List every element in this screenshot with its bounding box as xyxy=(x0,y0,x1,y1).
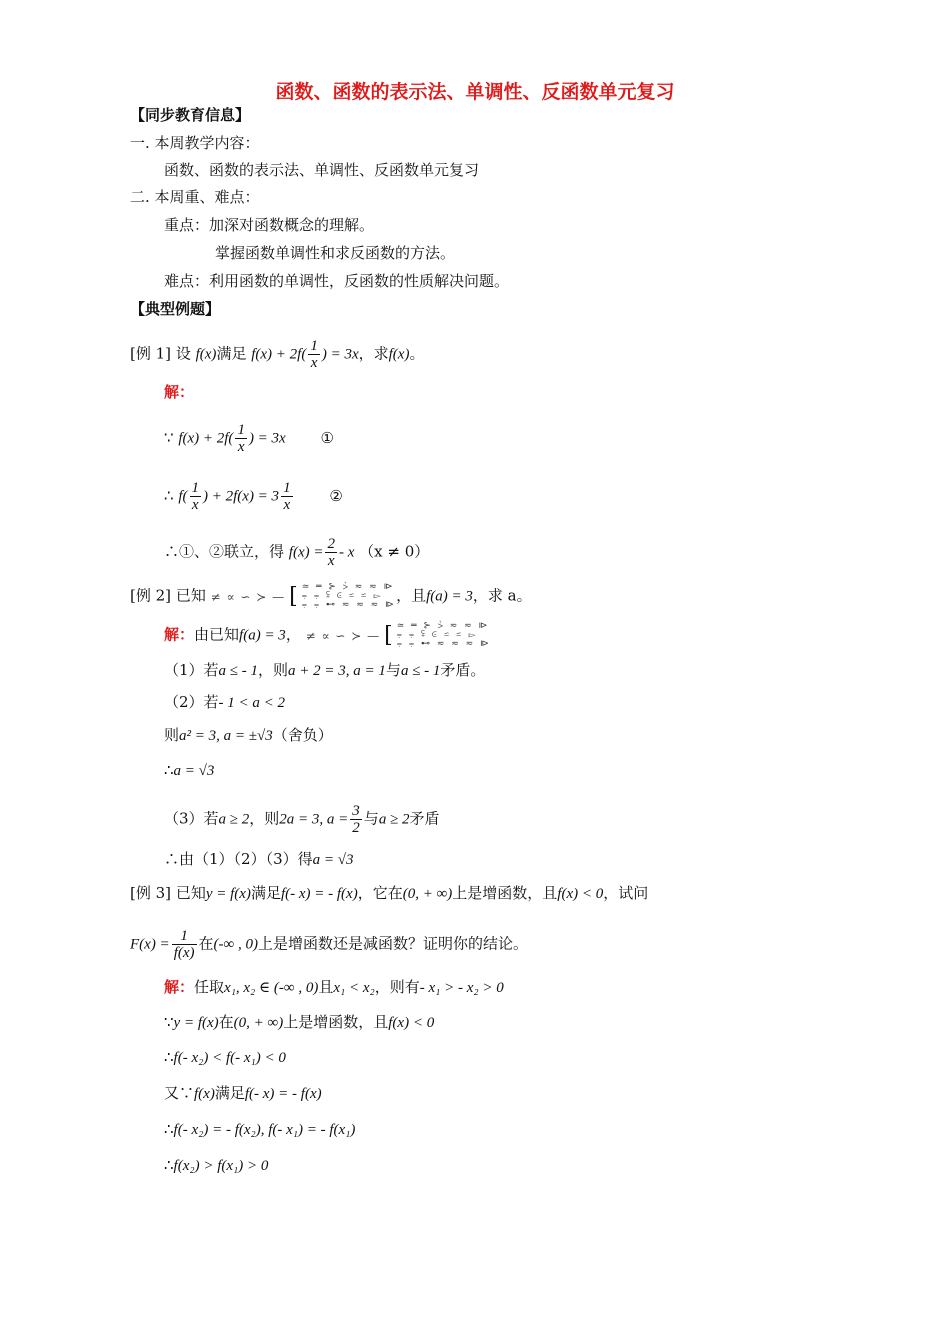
page-title: 函数、函数的表示法、单调性、反函数单元复习 xyxy=(275,81,675,103)
difficult-points: 难点：利用函数的单调性，反函数的性质解决问题。 xyxy=(164,272,510,290)
example-2-conclusion: ∴由（1）（2）（3）得a = √3 xyxy=(164,850,354,868)
key-points-2: 掌握函数单调性和求反函数的方法。 xyxy=(215,244,456,262)
example-2-label: [例 2] xyxy=(130,586,172,605)
example-3-step-1: 解：任取x₁, x₂ ∈ (-∞ , 0)且x₁ < x₂，则有- x₁ > - x₂ > 0 xyxy=(164,978,504,996)
example-3-step-2: ∵y = f(x)在(0, + ∞)上是增函数，且f(x) < 0 xyxy=(164,1013,435,1031)
example-3-question: [例 3] 已知y = f(x)满足f(- x) = - f(x)，它在(0, + ∞)上是增函数，且f(x) < 0，试问 xyxy=(130,884,649,902)
example-2-solution: 解：由已知f(a) = 3， ≠ ∝ ∽ ≻ — [ ≃ ═ ⊱ ⩼ ≂ ≂ ⧐ ⩦ ⩦ ⪿ ⪽ ⋍ ⋍ ⧐ ⩦ ⩦ ⊷ ≂ ≂ ≂ ⧐ xyxy=(164,621,492,649)
fraction: $\frac{3}{2}$ xyxy=(352,803,360,836)
example-2-case-2-result: ∴a = √3 xyxy=(164,761,215,779)
fraction: $\frac{2}{x}$ xyxy=(327,536,335,569)
example-3-step-6: ∴f(x₂) > f(x₁) > 0 xyxy=(164,1156,269,1174)
example-1-solution-label: 解： xyxy=(164,383,195,401)
brace-icon: [ xyxy=(384,622,393,648)
fraction: $\frac{1}{f(x)}$ xyxy=(173,928,195,961)
example-2-case-2-work: 则a² = 3, a = ±√3（舍负） xyxy=(164,726,333,744)
example-1-label: [例 1] xyxy=(130,344,172,363)
item2-heading: 二. 本周重、难点： xyxy=(130,188,260,206)
garbled-formula: ≠ ∝ ∽ ≻ — xyxy=(210,589,286,604)
example-3-step-5: ∴f(- x₂) = - f(x₂), f(- x₁) = - f(x₁) xyxy=(164,1120,356,1138)
garbled-piecewise-icon: ≃ ═ ⊱ ⩼ ≂ ≂ ⧐ ⩦ ⩦ ⪿ ⪽ ⋍ ⋍ ⧐ ⩦ ⩦ ⊷ ≂ ≂ ≂ ⧐ xyxy=(301,582,397,610)
example-3-step-3: ∴f(- x₂) < f(- x₁) < 0 xyxy=(164,1048,286,1066)
item1-text: 函数、函数的表示法、单调性、反函数单元复习 xyxy=(164,161,480,179)
fraction: $\frac{1}{x}$ xyxy=(310,338,318,371)
brace-icon: [ xyxy=(289,583,298,609)
section-sync-info: 【同步教育信息】 xyxy=(130,106,251,124)
example-1-question: [例 1] 设 f(x)满足 f(x) + 2f( $\frac{1}{x}$ ) = 3x，求f(x)。 xyxy=(130,338,425,371)
example-2-question: [例 2] 已知 ≠ ∝ ∽ ≻ — [ ≃ ═ ⊱ ⩼ ≂ ≂ ⧐ ⩦ ⩦ ⪿ ⪽ ⋍ ⋍ ⧐ ⩦ ⩦ ⊷ ≂ ≂ ≂ ⧐，且f(a) = 3，求 a。 xyxy=(130,582,532,610)
garbled-formula: ≠ ∝ ∽ ≻ — xyxy=(305,628,381,643)
example-1-step-1: ∵ f(x) + 2f( $\frac{1}{x}$ ) = 3x ① xyxy=(164,422,334,455)
example-1-step-3: ∴①、②联立，得 f(x) = $\frac{2}{x}$ - x （x ≠ 0） xyxy=(164,536,430,569)
section-examples: 【典型例题】 xyxy=(130,300,221,318)
example-3-question-2: F(x) = $\frac{1}{f(x)}$ 在(-∞ , 0)上是增函数还是减函数？证明你的结论。 xyxy=(130,928,528,961)
example-2-case-2: （2）若- 1 < a < 2 xyxy=(164,693,286,711)
example-2-case-1: （1）若a ≤ - 1，则a + 2 = 3, a = 1与a ≤ - 1矛盾。 xyxy=(164,661,486,679)
example-2-case-3: （3）若a ≥ 2，则2a = 3, a = $\frac{3}{2}$ 与a ≥ 2矛盾 xyxy=(164,803,440,836)
fraction: $\frac{1}{x}$ xyxy=(283,480,291,513)
example-1-step-2: ∴ f( $\frac{1}{x}$ ) + 2f(x) = 3 $\frac{1}{x}$ ② xyxy=(164,480,343,513)
fraction: $\frac{1}{x}$ xyxy=(237,422,245,455)
example-3-step-4: 又∵f(x)满足f(- x) = - f(x) xyxy=(164,1084,322,1102)
example-3-label: [例 3] xyxy=(130,884,172,902)
item1-heading: 一. 本周教学内容： xyxy=(130,134,260,152)
fraction: $\frac{1}{x}$ xyxy=(191,480,199,513)
key-points: 重点：加深对函数概念的理解。 xyxy=(164,216,375,234)
garbled-piecewise-icon: ≃ ═ ⊱ ⩼ ≂ ≂ ⧐ ⩦ ⩦ ⪿ ⪽ ⋍ ⋍ ⧐ ⩦ ⩦ ⊷ ≂ ≂ ≂ ⧐ xyxy=(396,621,492,649)
